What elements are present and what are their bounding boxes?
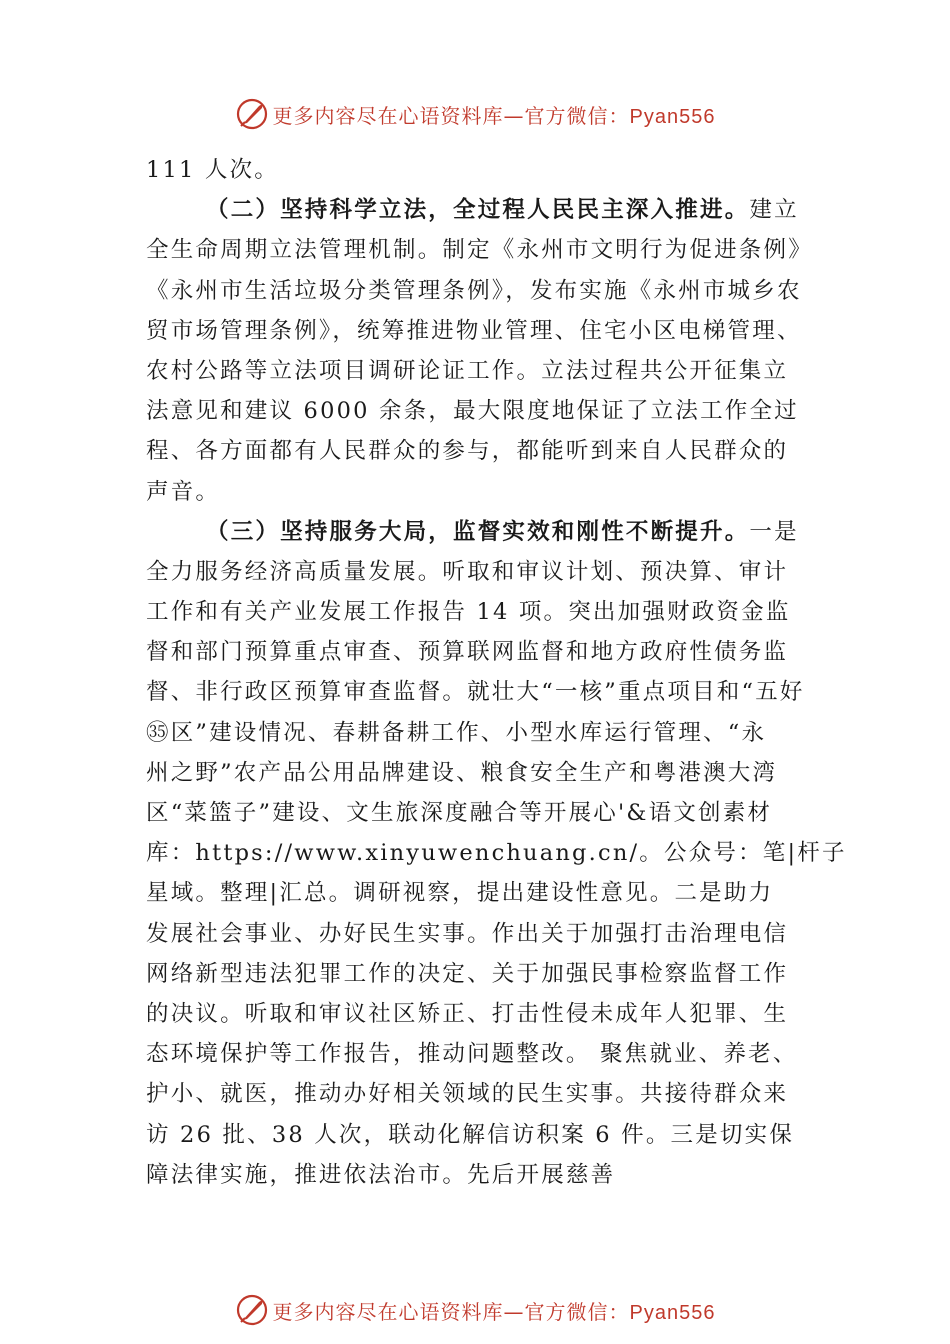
text-line: 全生命周期立法管理机制。制定《永州市文明行为促进条例》 <box>146 237 813 264</box>
text-line: 态环境保护等工作报告，推动问题整改。 聚焦就业、养老、 <box>146 1041 798 1068</box>
text-line: 区“菜篮子”建设、文生旅深度融合等开展心'&语文创素材 <box>146 800 773 826</box>
text-line: 发展社会事业、办好民生实事。作出关于加强打击治理电信 <box>146 920 789 947</box>
text-line: 工作和有关产业发展工作报告 14 项。突出加强财政资金监 <box>146 599 791 626</box>
paragraph-2-lead: 建立 <box>749 197 799 224</box>
section-heading-3: （三）坚持服务大局，监督实效和刚性不断提升。 <box>206 518 750 545</box>
watermark-handle: Pyan556 <box>629 105 716 128</box>
text-line: 农村公路等立法项目调研论证工作。立法过程共公开征集立 <box>146 357 789 384</box>
text-line: 全力服务经济高质量发展。听取和审议计划、预决算、审计 <box>146 558 789 585</box>
section-heading-2: （二）坚持科学立法，全过程人民民主深入推进。 <box>206 197 750 224</box>
watermark-label: 更多内容尽在心语资料库—官方微信： <box>272 1299 630 1324</box>
watermark-text <box>273 1296 716 1325</box>
text-line: 法意见和建议 6000 余条，最大限度地保证了立法工作全过 <box>146 398 799 425</box>
watermark-header <box>0 92 950 136</box>
text-line: 《永州市生活垃圾分类管理条例》，发布实施《永州市城乡农 <box>146 277 802 304</box>
document-body <box>146 150 847 1195</box>
text-line: 州之野”农产品公用品牌建设、粮食安全生产和粤港澳大湾 <box>146 759 778 786</box>
text-line: 督、非行政区预算审查监督。就壮大“一核”重点项目和“五好 <box>146 679 805 706</box>
watermark-handle: Pyan556 <box>629 1301 716 1324</box>
watermark-label: 更多内容尽在心语资料库—官方微信： <box>272 103 630 128</box>
text-line: 111 人次。 <box>146 157 279 183</box>
text-line: 督和部门预算重点审查、预算联网监督和地方政府性债务监 <box>146 639 789 666</box>
text-line: 网络新型违法犯罪工作的决定、关于加强民事检察监督工作 <box>146 960 789 987</box>
text-line: 声音。 <box>146 478 221 505</box>
watermark-footer <box>0 1288 950 1332</box>
text-line: 障法律实施，推进依法治市。先后开展慈善 <box>146 1161 616 1188</box>
quill-logo-icon <box>235 97 269 131</box>
text-line: ㉟区”建设情况、春耕备耕工作、小型水库运行管理、“永 <box>146 719 767 746</box>
quill-logo-icon <box>235 1293 269 1327</box>
watermark-text <box>273 100 716 129</box>
paragraph-3-lead: 一是 <box>749 518 799 545</box>
text-line: 护小、就医，推动办好相关领域的民生实事。共接待群众来 <box>146 1081 789 1108</box>
text-line: 贸市场管理条例》，统筹推进物业管理、住宅小区电梯管理、 <box>146 317 802 344</box>
text-line: 星域。整理|汇总。调研视察，提出建设性意见。二是助力 <box>146 880 774 907</box>
text-line: 库：https://www.xinyuwenchuang.cn/。公众号：笔|杆子 <box>146 840 847 867</box>
text-line: 访 26 批、38 人次，联动化解信访积案 6 件。三是切实保 <box>146 1121 795 1148</box>
paragraph-2-first-line <box>146 190 811 230</box>
paragraph-3-first-line <box>146 512 811 552</box>
text-line: 程、各方面都有人民群众的参与，都能听到来自人民群众的 <box>146 438 789 465</box>
text-line: 的决议。听取和审议社区矫正、打击性侵未成年人犯罪、生 <box>146 1000 789 1027</box>
